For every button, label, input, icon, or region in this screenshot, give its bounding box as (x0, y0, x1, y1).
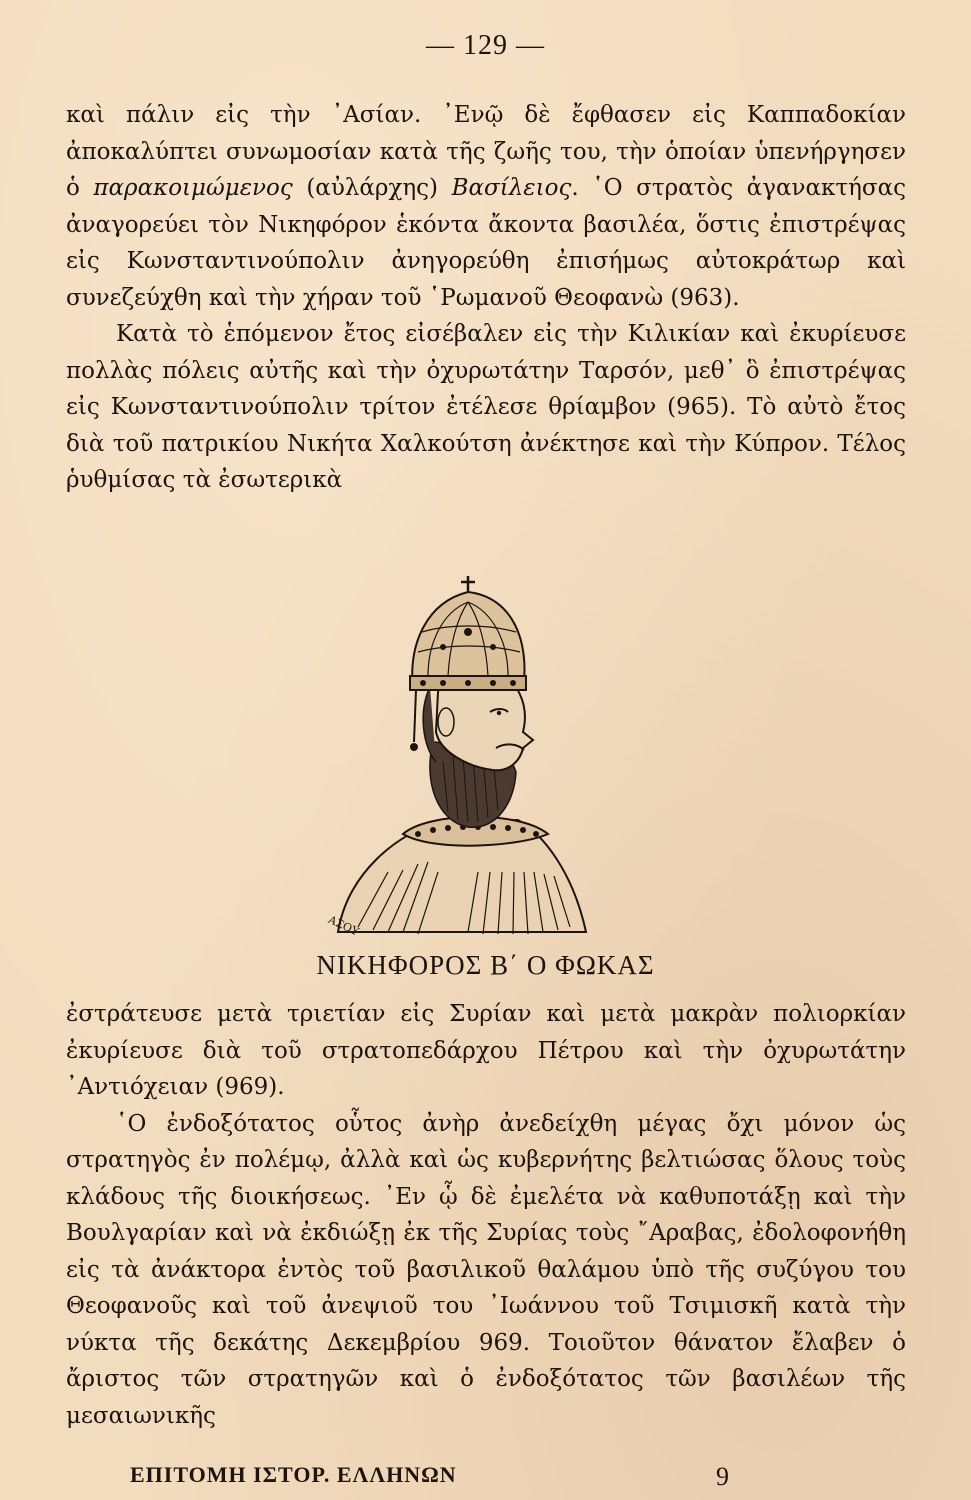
book-title-footer: ΕΠΙΤΟΜΗ ΙΣΤΟΡ. ΕΛΛΗΝΩΝ (130, 1462, 457, 1487)
paragraph (66, 1106, 906, 1435)
engraver-mark: ΑΣΟΥ (326, 913, 361, 939)
text-run: (αὐλάρχης) (292, 175, 452, 201)
text-run: καὶ πάλιν εἰς τὴν ᾿Ασίαν. ᾿Ενῷ δὲ ἔφθασεν εἰς Καππαδοκίαν ἀποκαλύπτει συνωμοσίαν κατὰ τῆς ζωῆς του, τὴν ὁποίαν ὑπενήργησεν ὁ (66, 102, 906, 201)
text-run: ἐστράτευσε μετὰ τριετίαν εἰς Συρίαν καὶ μετὰ μακρὰν πολιορκίαν ἐκυρίευσε διὰ τοῦ στρατοπεδάρχου Πέτρου καὶ τὴν ὀχυρωτάτην ᾿Αντιόχειαν (969). (66, 1001, 906, 1100)
text-run: ῾Ο ἐνδοξότατος οὗτος ἀνὴρ ἀνεδείχθη μέγας ὄχι μόνον ὡς στρατηγὸς ἐν πολέμῳ, ἀλλὰ καὶ ὡς κυβερνήτης βελτιώσας ὅλους τοὺς κλάδους τῆς διοικήσεως. ᾿Εν ᾧ δὲ ἐμελέτα νὰ καθυποτάξῃ καὶ τὴν Βουλγαρίαν καὶ νὰ ἐκδιώξῃ ἐκ τῆς Συρίας τοὺς ῎Αραβας, ἐδολοφονήθη εἰς τὰ ἀνάκτορα ἐντὸς τοῦ βασιλικοῦ θαλάμου ὑπὸ τῆς συζύγου του Θεοφανοῦς καὶ τοῦ ἀνεψιοῦ του ᾿Ιωάννου τοῦ Τσιμισκῆ κατὰ τὴν νύκτα τῆς δεκάτης Δεκεμβρίου 969. Τοιοῦτον θάνατον ἔλαβεν ὁ ἄριστος τῶν στρατηγῶν καὶ ὁ ἐνδοξότατος τῶν βασιλέων τῆς μεσαιωνικῆς (66, 1110, 906, 1429)
signature-mark: 9 (716, 1462, 729, 1491)
paragraph (66, 996, 906, 1106)
paragraph (66, 97, 906, 316)
portrait-caption: ΝΙΚΗΦΟΡΟΣ Β΄ Ο ΦΩΚΑΣ (316, 950, 655, 980)
emperor-portrait-icon (318, 572, 588, 940)
text-block-bottom (66, 996, 906, 1434)
italic-term: παρακοιμώμενος (93, 175, 293, 201)
page-number: — 129 — (426, 30, 545, 61)
text-run: Κατὰ τὸ ἑπόμενον ἔτος εἰσέβαλεν εἰς τὴν Κιλικίαν καὶ ἐκυρίευσε πολλὰς πόλεις αὐτῆς καὶ τὴν ὀχυρωτάτην Ταρσόν, μεθ᾿ ὃ ἐπιστρέψας εἰς Κωνσταντινούπολιν τρίτον ἐτέλεσε θρίαμβον (965). Τὸ αὐτὸ ἔτος διὰ τοῦ πατρικίου Νικήτα Χαλκούτση ἀνέκτησε καὶ τὴν Κύπρον. Τέλος ῥυθμίσας τὰ ἐσωτερικὰ (66, 321, 906, 493)
text-block-top (66, 97, 906, 499)
paragraph (66, 316, 906, 499)
text-run: . ῾Ο στρατὸς ἀγανακτήσας ἀναγορεύει τὸν Νικηφόρον ἑκόντα ἄκοντα βασιλέα, ὅστις ἐπιστρέψας εἰς Κωνσταντινούπολιν ἀνηγορεύθη ἐπισήμως αὐτοκράτωρ καὶ συνεζεύχθη καὶ τὴν χήραν τοῦ ῾Ρωμανοῦ Θεοφανὼ (963). (66, 175, 906, 311)
italic-term: Βασίλειος (451, 175, 572, 201)
